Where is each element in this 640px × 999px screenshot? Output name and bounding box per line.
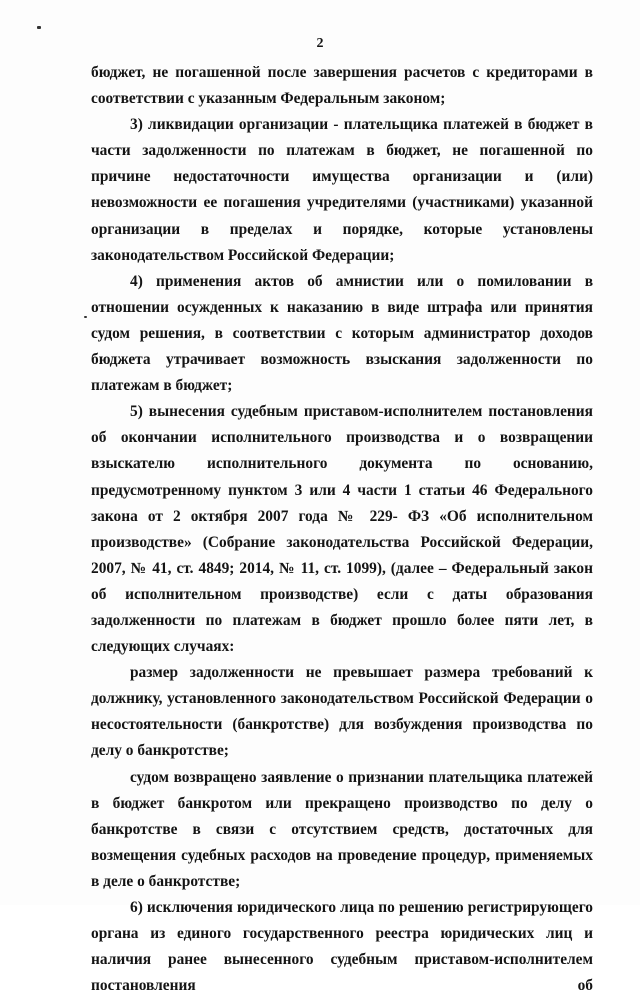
paragraph-item-5: 5) вынесения судебным приставом-исполнителем постановления об окончании исполнительного производства и о возвращении взыскателю исполнительного документа по основанию, предусмотренному пунктом 3 или 4 части 1 статьи 46 Федерального закона от 2 октября 2007 года № 229- ФЗ «Об исполнительном производстве» (Собрание законодательства Российской Федерации, 2007, № 41, ст. 4849; 2014, № 11, ст. 1099), (далее – Федеральный закон об исполнительном производстве) если с даты образования задолженности по платежам в бюджет прошло более пяти лет, в следующих случаях:	[91, 403, 593, 656]
paragraph-item-3: 3) ликвидации организации - плательщика платежей в бюджет в части задолженности по платежам в бюджет, не погашенной по причине недостаточности имущества организации и (или) невозможности ее погашения учредителями (участниками) указанной организации в пределах и порядке, которые установлены законодательством Российской Федерации;	[91, 116, 593, 264]
document-body	[91, 60, 593, 999]
paragraph-case-court-return: судом возвращено заявление о признании плательщика платежей в бюджет банкротом или прекращено производство по делу о банкротстве в связи с отсутствием средств, достаточных для возмещения судебных расходов на проведение процедур, применяемых в деле о банкротстве;	[91, 768, 593, 890]
paragraph-continuation: бюджет, не погашенной после завершения расчетов с кредиторами в соответствии с указанным Федеральным законом;	[91, 64, 593, 108]
scan-speck-margin	[84, 316, 87, 318]
paragraph-item-4: 4) применения актов об амнистии или о помиловании в отношении осужденных к наказанию в виде штрафа или принятия судом решения, в соответствии с которым администратор доходов бюджета утрачивает возможность взыскания задолженности по платежам в бюджет;	[91, 272, 593, 395]
scan-speck-top	[37, 26, 41, 29]
paragraph-case-debt-size: размер задолженности не превышает размера требований к должнику, установленного законодательством Российской Федерации о несостоятельности (банкротстве) для возбуждения производства по делу о банкротстве;	[91, 664, 593, 760]
page-number: 2	[316, 36, 324, 51]
paragraph-item-6: 6) исключения юридического лица по решению регистрирующего органа из единого государственного реестра юридических лиц и наличия ранее вынесенного судебным приставом-исполнителем постановления об	[91, 899, 593, 995]
